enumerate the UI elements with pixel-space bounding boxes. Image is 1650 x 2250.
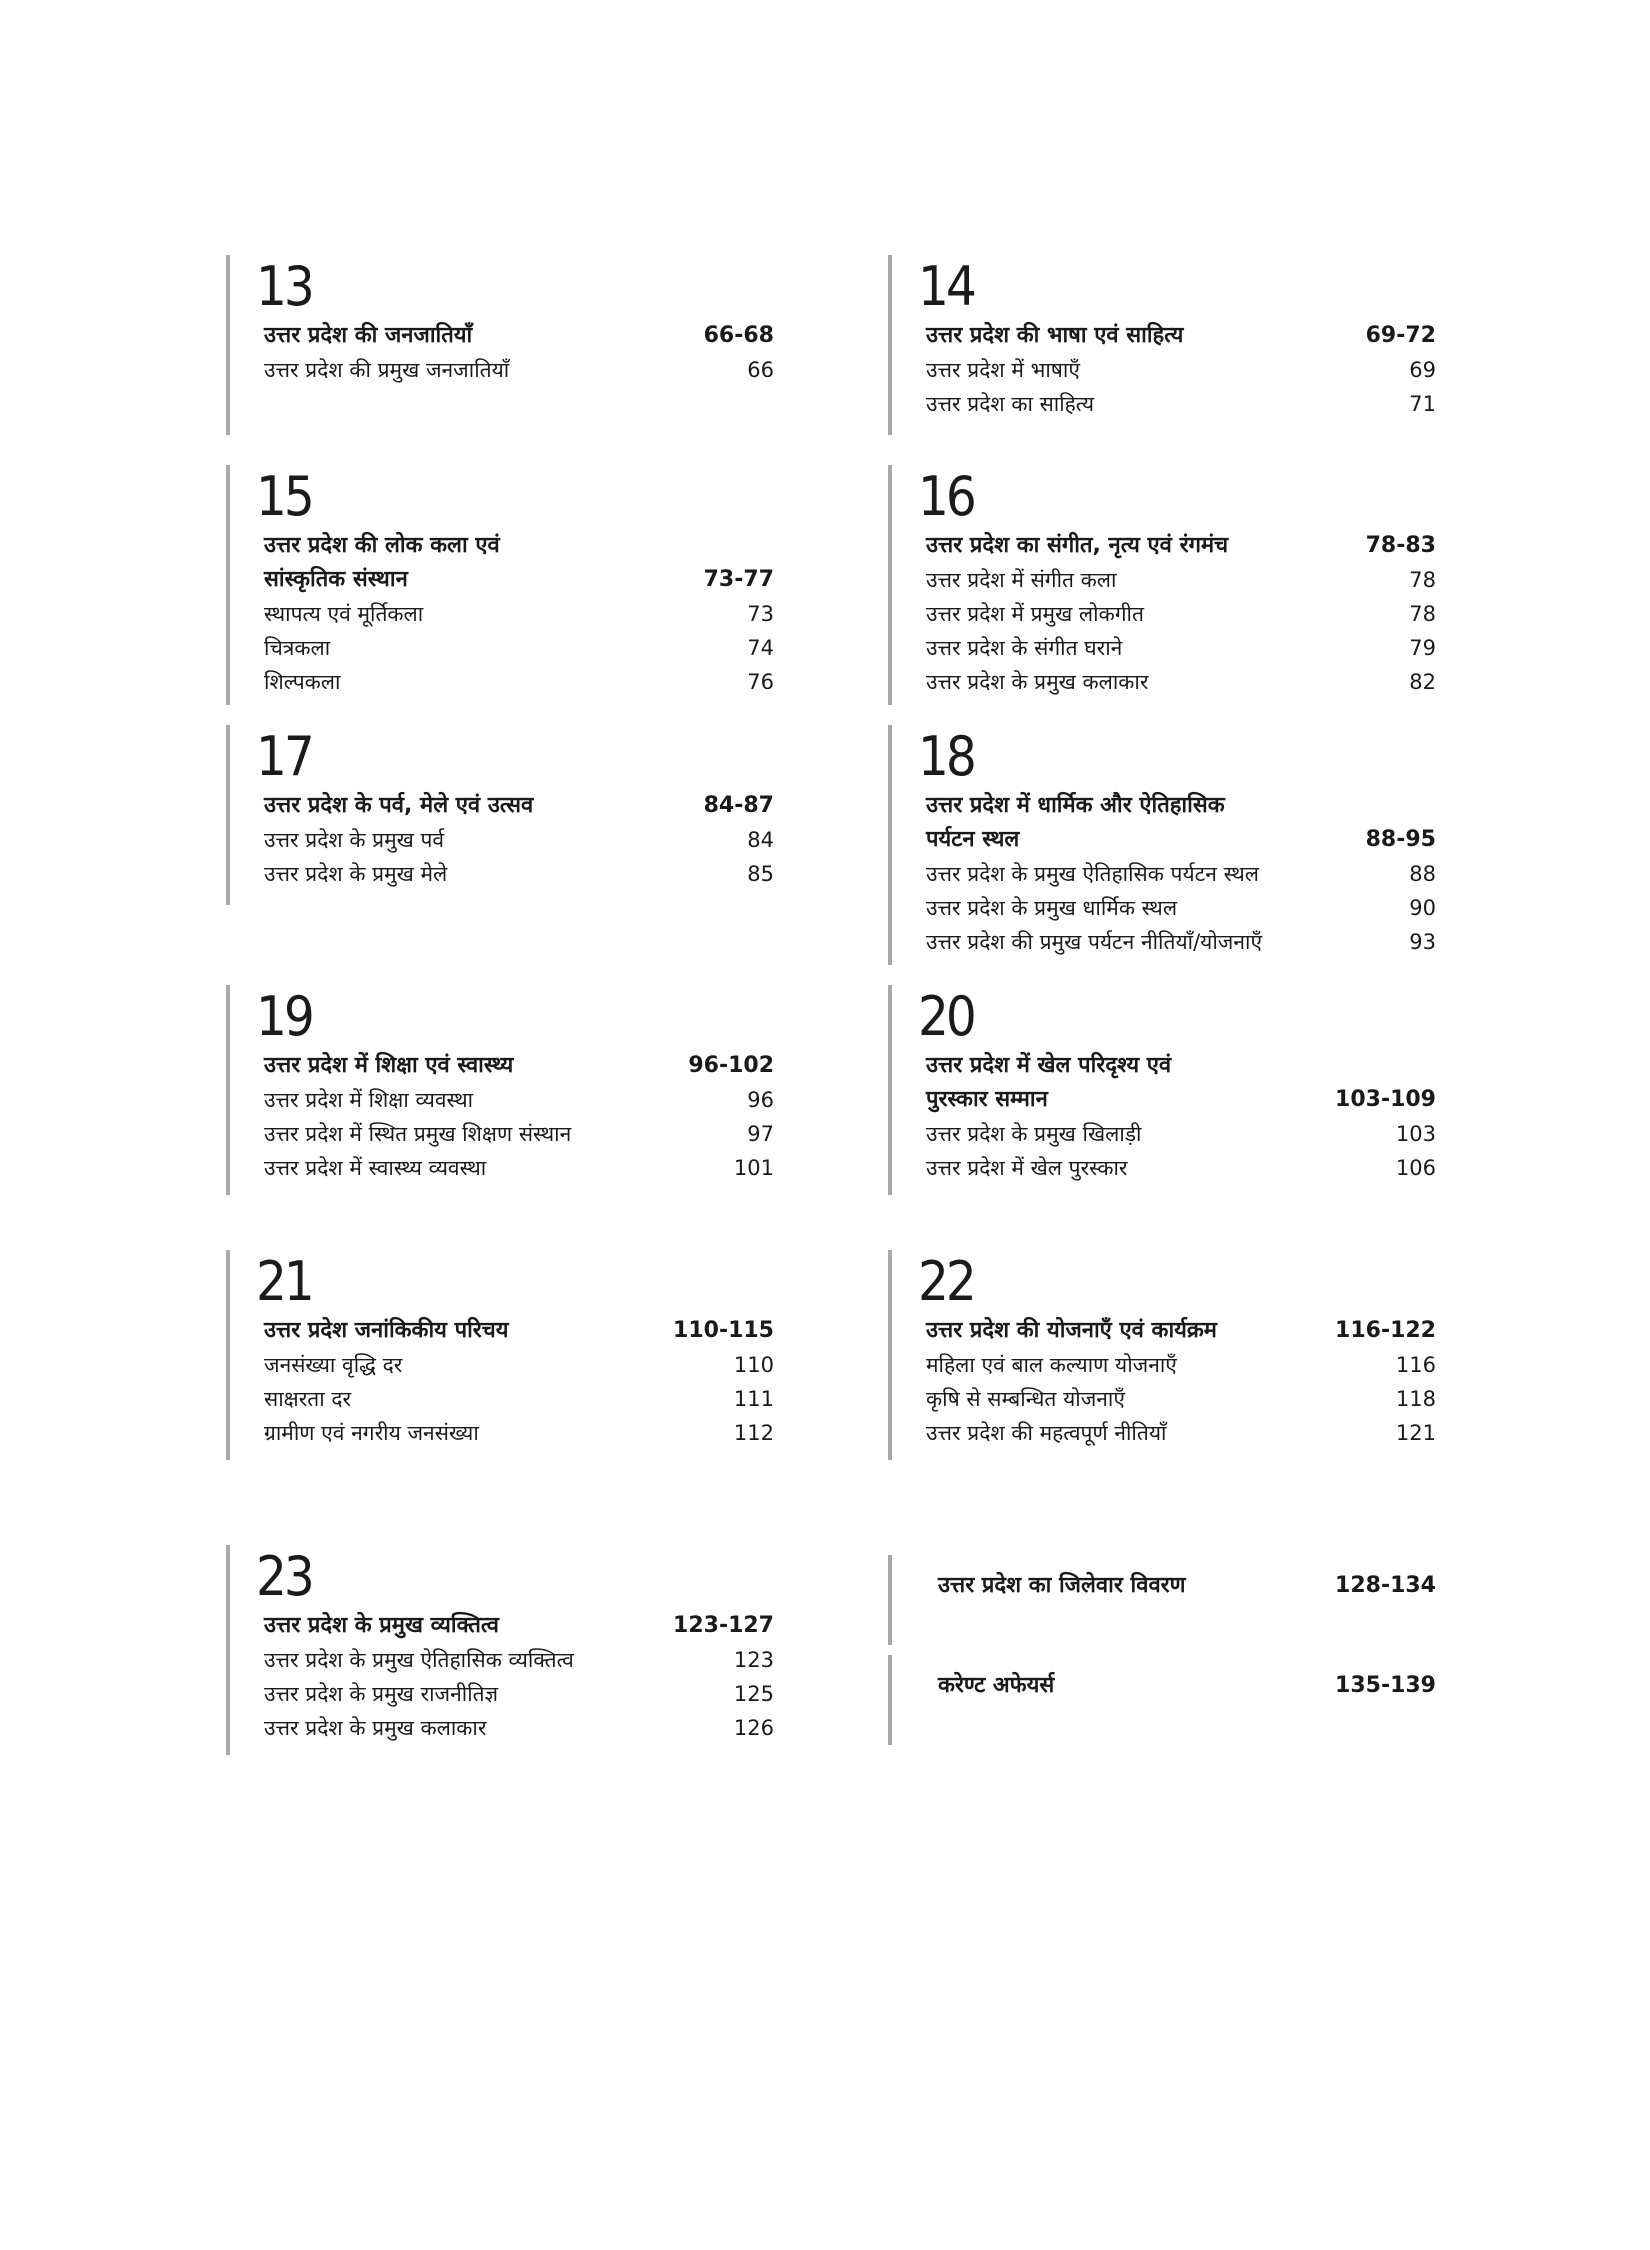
- toc-item[interactable]: [926, 1348, 1436, 1382]
- chapter-title-row[interactable]: [926, 319, 1436, 353]
- section-divider-bar: [888, 1555, 892, 1645]
- district-details-section: [888, 1555, 1436, 1645]
- chapter-title: उत्तर प्रदेश में धार्मिक और ऐतिहासिक पर्यटन स्थल: [926, 793, 1225, 852]
- chapter-page-range: 116-122: [1335, 1318, 1436, 1343]
- chapter-title-row[interactable]: [264, 529, 774, 597]
- toc-item[interactable]: [926, 631, 1436, 665]
- toc-item-label: चित्रकला: [264, 636, 331, 660]
- chapter-title-row[interactable]: [264, 789, 774, 823]
- toc-item-page: 78: [1409, 602, 1436, 626]
- section-page-range: 135-139: [1335, 1673, 1436, 1698]
- chapter-title: उत्तर प्रदेश में खेल परिदृश्य एवं पुरस्कार सम्मान: [926, 1053, 1172, 1112]
- chapter-title-row[interactable]: [264, 319, 774, 353]
- chapter-title: उत्तर प्रदेश की योजनाएँ एवं कार्यक्रम: [926, 1318, 1217, 1343]
- chapter-number: 22: [918, 1250, 974, 1313]
- toc-item[interactable]: [264, 857, 774, 891]
- toc-item[interactable]: [926, 1416, 1436, 1450]
- toc-item-page: 71: [1409, 392, 1436, 416]
- chapter-title-row[interactable]: [926, 529, 1436, 563]
- chapter-page-range: 66-68: [703, 323, 774, 348]
- toc-item[interactable]: [264, 1117, 774, 1151]
- chapter-number: 16: [918, 465, 974, 528]
- chapter-14: [888, 255, 1436, 435]
- chapter-divider-bar: [888, 1250, 892, 1460]
- chapter-title-row[interactable]: [926, 789, 1436, 857]
- toc-item[interactable]: [926, 665, 1436, 699]
- toc-item-label: उत्तर प्रदेश में संगीत कला: [926, 568, 1117, 592]
- section-page-range: 128-134: [1335, 1573, 1436, 1598]
- toc-item-page: 79: [1409, 636, 1436, 660]
- toc-item-page: 103: [1395, 1122, 1436, 1146]
- toc-item[interactable]: [926, 597, 1436, 631]
- toc-item-label: जनसंख्या वृद्धि दर: [264, 1353, 403, 1377]
- chapter-title-row[interactable]: [926, 1314, 1436, 1348]
- toc-item-label: उत्तर प्रदेश के प्रमुख कलाकार: [264, 1716, 487, 1740]
- toc-item-page: 76: [747, 670, 774, 694]
- chapter-15: [226, 465, 774, 705]
- chapter-title: उत्तर प्रदेश के पर्व, मेले एवं उत्सव: [264, 793, 534, 818]
- toc-item[interactable]: [926, 563, 1436, 597]
- chapter-divider-bar: [226, 725, 230, 905]
- toc-item-label: उत्तर प्रदेश के प्रमुख धार्मिक स्थल: [926, 896, 1178, 920]
- chapter-divider-bar: [226, 1250, 230, 1460]
- toc-item-page: 66: [747, 358, 774, 382]
- toc-item[interactable]: [264, 1711, 774, 1745]
- toc-item-page: 78: [1409, 568, 1436, 592]
- toc-item[interactable]: [926, 857, 1436, 891]
- toc-item-page: 126: [733, 1716, 774, 1740]
- toc-item-label: उत्तर प्रदेश में स्थित प्रमुख शिक्षण संस्थान: [264, 1122, 572, 1146]
- toc-item-label: उत्तर प्रदेश में स्वास्थ्य व्यवस्था: [264, 1156, 487, 1180]
- toc-item-label: उत्तर प्रदेश में खेल पुरस्कार: [926, 1156, 1128, 1180]
- toc-item-page: 101: [733, 1156, 774, 1180]
- chapter-page-range: 123-127: [673, 1613, 774, 1638]
- chapter-title-row[interactable]: [264, 1049, 774, 1083]
- toc-item-page: 111: [733, 1387, 774, 1411]
- chapter-21: [226, 1250, 774, 1460]
- toc-item-label: उत्तर प्रदेश का साहित्य: [926, 392, 1095, 416]
- chapter-title: उत्तर प्रदेश की जनजातियाँ: [264, 323, 473, 348]
- toc-item-page: 93: [1409, 930, 1436, 954]
- toc-item-page: 116: [1395, 1353, 1436, 1377]
- chapter-title: उत्तर प्रदेश जनांकिकीय परिचय: [264, 1318, 509, 1343]
- toc-item-label: उत्तर प्रदेश के प्रमुख ऐतिहासिक व्यक्तित्व: [264, 1648, 574, 1672]
- toc-item-label: उत्तर प्रदेश की प्रमुख जनजातियाँ: [264, 358, 510, 382]
- chapter-title-row[interactable]: [264, 1609, 774, 1643]
- toc-item[interactable]: [926, 353, 1436, 387]
- toc-item-label: उत्तर प्रदेश की प्रमुख पर्यटन नीतियाँ/योजनाएँ: [926, 930, 1263, 954]
- toc-item-page: 118: [1395, 1387, 1436, 1411]
- chapter-23: [226, 1545, 774, 1755]
- toc-item-label: उत्तर प्रदेश के प्रमुख राजनीतिज्ञ: [264, 1682, 499, 1706]
- chapter-page-range: 96-102: [688, 1053, 774, 1078]
- chapter-page-range: 69-72: [1365, 323, 1436, 348]
- toc-item[interactable]: [264, 597, 774, 631]
- section-title: उत्तर प्रदेश का जिलेवार विवरण: [938, 1573, 1186, 1598]
- toc-item[interactable]: [926, 925, 1436, 959]
- toc-item-label: उत्तर प्रदेश के प्रमुख पर्व: [264, 828, 445, 852]
- chapter-title: उत्तर प्रदेश की भाषा एवं साहित्य: [926, 323, 1184, 348]
- chapter-divider-bar: [888, 725, 892, 965]
- chapter-19: [226, 985, 774, 1195]
- toc-item[interactable]: [264, 1151, 774, 1185]
- chapter-divider-bar: [226, 465, 230, 705]
- chapter-16: [888, 465, 1436, 705]
- toc-item[interactable]: [264, 353, 774, 387]
- toc-item-label: उत्तर प्रदेश के प्रमुख ऐतिहासिक पर्यटन स्थल: [926, 862, 1259, 886]
- toc-item-label: कृषि से सम्बन्धित योजनाएँ: [926, 1387, 1125, 1411]
- toc-item-label: महिला एवं बाल कल्याण योजनाएँ: [926, 1353, 1177, 1377]
- chapter-page-range: 84-87: [703, 793, 774, 818]
- toc-item-page: 96: [747, 1088, 774, 1112]
- chapter-divider-bar: [226, 985, 230, 1195]
- chapter-divider-bar: [226, 1545, 230, 1755]
- toc-item-label: उत्तर प्रदेश में भाषाएँ: [926, 358, 1080, 382]
- chapter-page-range: 110-115: [673, 1318, 774, 1343]
- toc-item[interactable]: [926, 387, 1436, 421]
- toc-item-label: उत्तर प्रदेश के संगीत घराने: [926, 636, 1123, 660]
- current-affairs-section: [888, 1655, 1436, 1745]
- toc-item-page: 84: [747, 828, 774, 852]
- chapter-number: 14: [918, 255, 974, 318]
- toc-item-page: 106: [1395, 1156, 1436, 1180]
- toc-item-page: 121: [1395, 1421, 1436, 1445]
- toc-item-label: उत्तर प्रदेश की महत्वपूर्ण नीतियाँ: [926, 1421, 1167, 1445]
- toc-item[interactable]: [264, 1083, 774, 1117]
- chapter-page-range: 88-95: [1365, 827, 1436, 852]
- chapter-divider-bar: [888, 255, 892, 435]
- toc-item-label: उत्तर प्रदेश के प्रमुख मेले: [264, 862, 448, 886]
- chapter-number: 17: [256, 725, 312, 788]
- toc-item[interactable]: [926, 1117, 1436, 1151]
- chapter-13: [226, 255, 774, 435]
- toc-item-label: उत्तर प्रदेश के प्रमुख खिलाड़ी: [926, 1122, 1142, 1146]
- toc-item[interactable]: [264, 1643, 774, 1677]
- chapter-number: 20: [918, 985, 974, 1048]
- toc-item-page: 73: [747, 602, 774, 626]
- chapter-number: 21: [256, 1250, 312, 1313]
- toc-item-page: 90: [1409, 896, 1436, 920]
- toc-item[interactable]: [926, 1151, 1436, 1185]
- toc-item-label: उत्तर प्रदेश में प्रमुख लोकगीत: [926, 602, 1144, 626]
- toc-item-page: 88: [1409, 862, 1436, 886]
- chapter-number: 13: [256, 255, 312, 318]
- toc-item-page: 110: [733, 1353, 774, 1377]
- toc-item-page: 82: [1409, 670, 1436, 694]
- toc-item[interactable]: [264, 631, 774, 665]
- toc-item-page: 85: [747, 862, 774, 886]
- toc-item[interactable]: [264, 1348, 774, 1382]
- chapter-22: [888, 1250, 1436, 1460]
- toc-item[interactable]: [926, 1382, 1436, 1416]
- chapter-divider-bar: [888, 465, 892, 705]
- section-title-row[interactable]: [938, 1669, 1436, 1703]
- toc-item-page: 69: [1409, 358, 1436, 382]
- toc-item-label: साक्षरता दर: [264, 1387, 352, 1411]
- section-title-row[interactable]: [938, 1569, 1436, 1603]
- chapter-page-range: 73-77: [703, 567, 774, 592]
- chapter-number: 23: [256, 1545, 312, 1608]
- toc-item-label: स्थापत्य एवं मूर्तिकला: [264, 602, 424, 626]
- toc-item[interactable]: [264, 1416, 774, 1450]
- chapter-title: उत्तर प्रदेश में शिक्षा एवं स्वास्थ्य: [264, 1053, 514, 1078]
- toc-item-page: 97: [747, 1122, 774, 1146]
- chapter-18: [888, 725, 1436, 965]
- chapter-number: 19: [256, 985, 312, 1048]
- toc-item[interactable]: [264, 823, 774, 857]
- chapter-title: उत्तर प्रदेश का संगीत, नृत्य एवं रंगमंच: [926, 533, 1229, 558]
- toc-item-page: 112: [733, 1421, 774, 1445]
- chapter-number: 15: [256, 465, 312, 528]
- chapter-divider-bar: [888, 985, 892, 1195]
- toc-item-page: 74: [747, 636, 774, 660]
- toc-item[interactable]: [264, 1382, 774, 1416]
- chapter-page-range: 78-83: [1365, 533, 1436, 558]
- toc-item-label: ग्रामीण एवं नगरीय जनसंख्या: [264, 1421, 479, 1445]
- chapter-17: [226, 725, 774, 905]
- chapter-20: [888, 985, 1436, 1195]
- toc-item-page: 125: [733, 1682, 774, 1706]
- toc-item[interactable]: [264, 1677, 774, 1711]
- toc-item-page: 123: [733, 1648, 774, 1672]
- toc-item-label: उत्तर प्रदेश के प्रमुख कलाकार: [926, 670, 1149, 694]
- chapter-title: उत्तर प्रदेश के प्रमुख व्यक्तित्व: [264, 1613, 499, 1638]
- toc-item[interactable]: [926, 891, 1436, 925]
- chapter-divider-bar: [226, 255, 230, 435]
- chapter-title: उत्तर प्रदेश की लोक कला एवं सांस्कृतिक संस्थान: [264, 533, 500, 592]
- chapter-title-row[interactable]: [926, 1049, 1436, 1117]
- section-divider-bar: [888, 1655, 892, 1745]
- chapter-number: 18: [918, 725, 974, 788]
- section-title: करेण्ट अफेयर्स: [938, 1673, 1055, 1698]
- chapter-title-row[interactable]: [264, 1314, 774, 1348]
- toc-item-label: उत्तर प्रदेश में शिक्षा व्यवस्था: [264, 1088, 474, 1112]
- chapter-page-range: 103-109: [1335, 1087, 1436, 1112]
- toc-item-label: शिल्पकला: [264, 670, 341, 694]
- toc-item[interactable]: [264, 665, 774, 699]
